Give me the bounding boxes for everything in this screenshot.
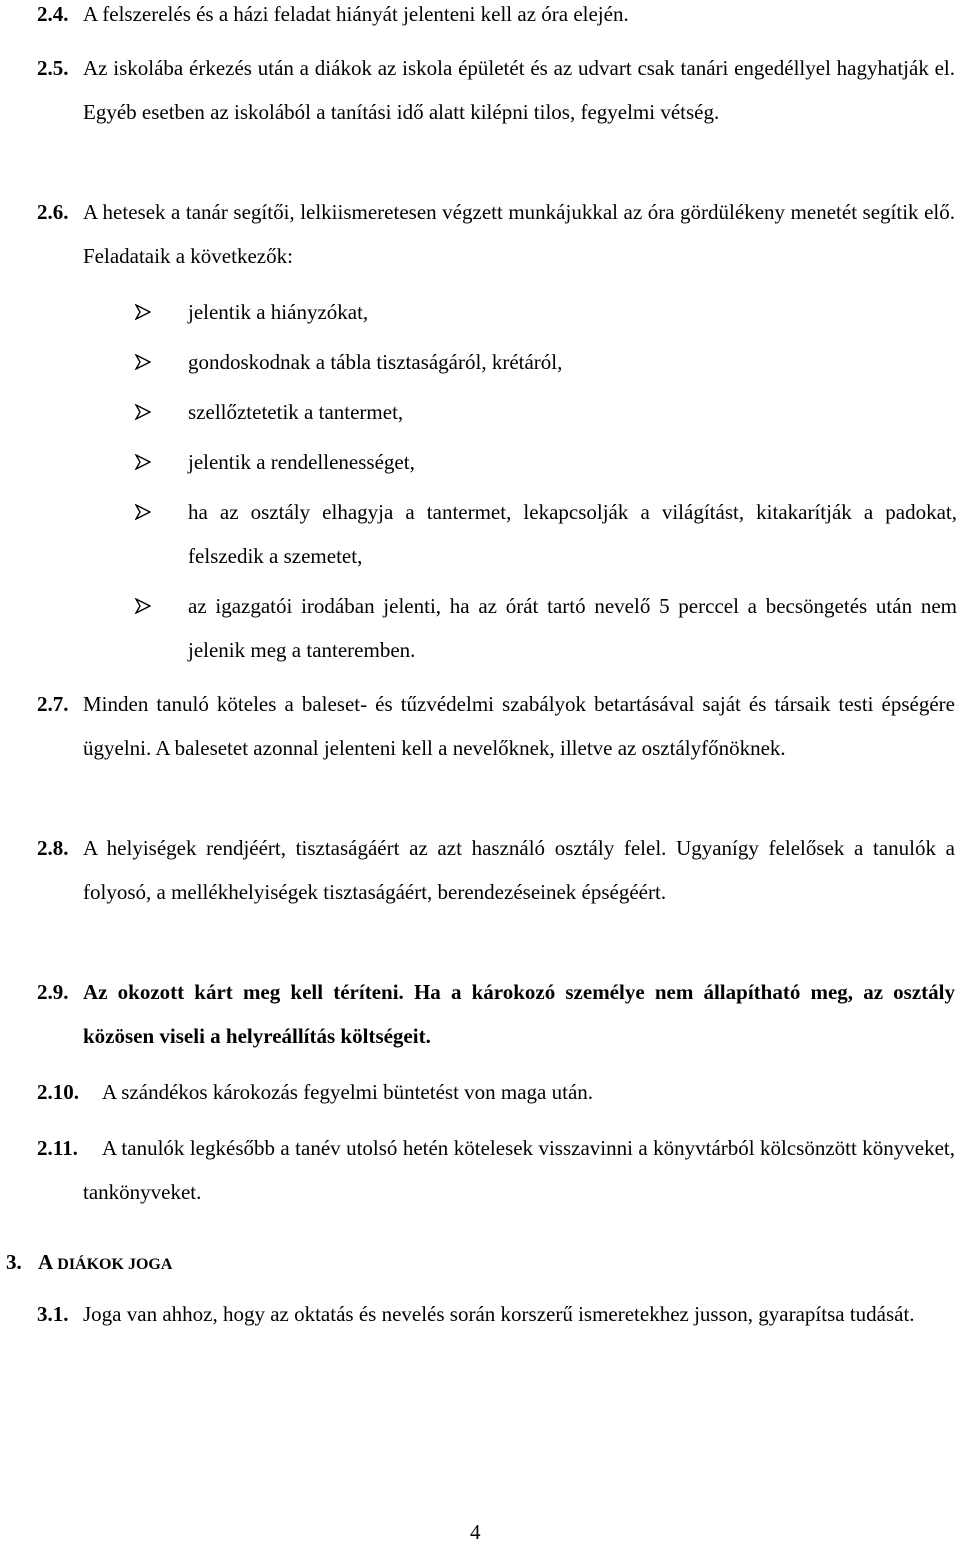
arrow-bullet-icon: [135, 404, 151, 420]
section-text: Joga van ahhoz, hogy az oktatás és nevelés során korszerű ismeretekhez jusson, gyarapítsa tudását.: [83, 1302, 915, 1326]
section-number: 2.9.: [37, 980, 69, 1004]
section-text: Az iskolába érkezés után a diákok az iskola épületét és az udvart csak tanári engedéllyel hagyhatják el. Egyéb esetben az iskolából a tanítási idő alatt kilépni tilos, fegyelmi vétség.: [83, 56, 955, 124]
section-2-7: [37, 682, 955, 770]
section-2-10: [37, 1070, 955, 1114]
section-text: A helyiségek rendjéért, tisztaságáért az azt használó osztály felel. Ugyanígy felelősek a tanulók a folyosó, a mellékhelyiségek tisztaságáért, berendezéseinek épségéért.: [83, 836, 955, 904]
section-number: 2.7.: [37, 692, 69, 716]
section-2-4: [37, 0, 955, 36]
arrow-bullet-icon: [135, 454, 151, 470]
list-item: szellőztetetik a tantermet,: [135, 390, 957, 434]
section-number: 2.6.: [37, 200, 69, 224]
arrow-bullet-icon: [135, 354, 151, 370]
section-number: 2.4.: [37, 2, 69, 26]
chapter-title: A DIÁKOK JOGA: [38, 1250, 173, 1274]
section-text: Az okozott kárt meg kell téríteni. Ha a károkozó személye nem állapítható meg, az osztály közösen viseli a helyreállítás költségeit.: [83, 980, 955, 1048]
section-2-8: [37, 826, 955, 914]
section-number: 2.10.: [37, 1080, 79, 1104]
arrow-bullet-icon: [135, 504, 151, 520]
section-number: 3.1.: [37, 1302, 69, 1326]
chapter-number: 3.: [6, 1250, 22, 1274]
arrow-bullet-icon: [135, 598, 151, 614]
section-2-5: [37, 46, 955, 134]
section-number: 2.11.: [37, 1136, 78, 1160]
section-text: A felszerelés és a házi feladat hiányát jelenteni kell az óra elején.: [83, 2, 629, 26]
section-text: A hetesek a tanár segítői, lelkiismeretesen végzett munkájukkal az óra gördülékeny menetét segítik elő. Feladataik a következők:: [83, 200, 955, 268]
section-3-1: [37, 1292, 955, 1336]
section-number: 2.5.: [37, 56, 69, 80]
section-2-11: [37, 1126, 955, 1214]
section-text: A tanulók legkésőbb a tanév utolsó hetén kötelesek visszavinni a könyvtárból kölcsönzött könyveket, tankönyveket.: [83, 1136, 955, 1204]
section-text: Minden tanuló köteles a baleset- és tűzvédelmi szabályok betartásával saját és társaik testi épségére ügyelni. A balesetet azonnal jelenteni kell a nevelőknek, illetve az osztályfőnöknek.: [83, 692, 955, 760]
section-number: 2.8.: [37, 836, 69, 860]
list-item: az igazgatói irodában jelenti, ha az órát tartó nevelő 5 perccel a becsöngetés után nem jelenik meg a tanteremben.: [135, 584, 957, 672]
list-item: gondoskodnak a tábla tisztaságáról, krétáról,: [135, 340, 957, 384]
list-item: jelentik a rendellenességet,: [135, 440, 957, 484]
page-number: 4: [470, 1520, 481, 1544]
list-item: ha az osztály elhagyja a tantermet, lekapcsolják a világítást, kitakarítják a padokat, felszedik a szemetet,: [135, 490, 957, 578]
section-text: A szándékos károkozás fegyelmi büntetést von maga után.: [102, 1080, 594, 1104]
section-2-6: [37, 190, 955, 278]
list-item: jelentik a hiányzókat,: [135, 290, 957, 334]
arrow-bullet-icon: [135, 304, 151, 320]
section-2-9: [37, 970, 955, 1058]
duties-list: [135, 290, 957, 672]
